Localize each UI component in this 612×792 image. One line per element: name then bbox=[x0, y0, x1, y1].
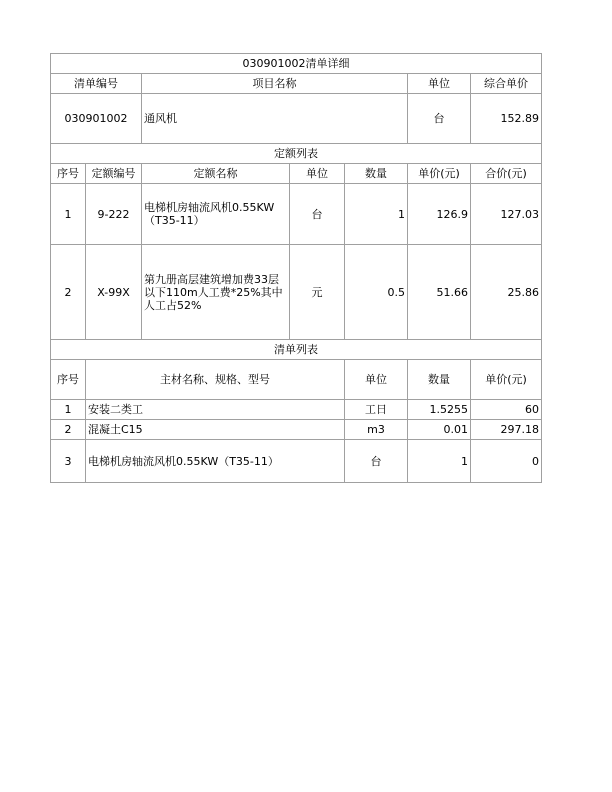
quota-total: 25.86 bbox=[471, 245, 542, 340]
quota-unit-price: 51.66 bbox=[408, 245, 471, 340]
quota-code-header: 定额编号 bbox=[86, 164, 142, 184]
material-unit: m3 bbox=[345, 420, 408, 440]
quota-name: 电梯机房轴流风机0.55KW（T35-11） bbox=[142, 184, 290, 245]
bill-unit: 台 bbox=[408, 94, 471, 144]
material-unit-price: 0 bbox=[471, 440, 542, 483]
material-section-title: 清单列表 bbox=[51, 340, 542, 360]
bill-header-row bbox=[51, 74, 542, 94]
quota-seq-header: 序号 bbox=[51, 164, 86, 184]
material-qty-header: 数量 bbox=[408, 360, 471, 400]
material-unit-price: 297.18 bbox=[471, 420, 542, 440]
quota-seq: 2 bbox=[51, 245, 86, 340]
material-seq: 2 bbox=[51, 420, 86, 440]
quota-code: 9-222 bbox=[86, 184, 142, 245]
quota-seq: 1 bbox=[51, 184, 86, 245]
material-seq-header: 序号 bbox=[51, 360, 86, 400]
material-name-header: 主材名称、规格、型号 bbox=[86, 360, 345, 400]
quota-unit: 台 bbox=[290, 184, 345, 245]
material-section-row bbox=[51, 340, 542, 360]
bill-unit-header: 单位 bbox=[408, 74, 471, 94]
quota-qty-header: 数量 bbox=[345, 164, 408, 184]
table-row bbox=[51, 420, 542, 440]
table-row bbox=[51, 440, 542, 483]
bill-row bbox=[51, 94, 542, 144]
bill-detail-table bbox=[50, 53, 542, 483]
material-name: 电梯机房轴流风机0.55KW（T35-11） bbox=[86, 440, 345, 483]
quota-unit-header: 单位 bbox=[290, 164, 345, 184]
material-name: 混凝土C15 bbox=[86, 420, 345, 440]
table-row bbox=[51, 400, 542, 420]
bill-name: 通风机 bbox=[142, 94, 408, 144]
title-row bbox=[51, 54, 542, 74]
material-name: 安装二类工 bbox=[86, 400, 345, 420]
bill-name-header: 项目名称 bbox=[142, 74, 408, 94]
material-seq: 1 bbox=[51, 400, 86, 420]
quota-qty: 1 bbox=[345, 184, 408, 245]
sheet-title: 030901002清单详细 bbox=[51, 54, 542, 74]
quota-qty: 0.5 bbox=[345, 245, 408, 340]
material-unit-price: 60 bbox=[471, 400, 542, 420]
quota-total-header: 合价(元) bbox=[471, 164, 542, 184]
quota-name-header: 定额名称 bbox=[142, 164, 290, 184]
quota-unit-price: 126.9 bbox=[408, 184, 471, 245]
material-unit: 工日 bbox=[345, 400, 408, 420]
bill-code-header: 清单编号 bbox=[51, 74, 142, 94]
material-unit-header: 单位 bbox=[345, 360, 408, 400]
bill-price-header: 综合单价 bbox=[471, 74, 542, 94]
material-qty: 1.5255 bbox=[408, 400, 471, 420]
table-row bbox=[51, 245, 542, 340]
bill-price: 152.89 bbox=[471, 94, 542, 144]
material-qty: 0.01 bbox=[408, 420, 471, 440]
material-seq: 3 bbox=[51, 440, 86, 483]
bill-code: 030901002 bbox=[51, 94, 142, 144]
material-qty: 1 bbox=[408, 440, 471, 483]
quota-section-row bbox=[51, 144, 542, 164]
table-row bbox=[51, 184, 542, 245]
quota-unit: 元 bbox=[290, 245, 345, 340]
material-unit-price-header: 单价(元) bbox=[471, 360, 542, 400]
quota-total: 127.03 bbox=[471, 184, 542, 245]
quota-section-title: 定额列表 bbox=[51, 144, 542, 164]
quota-header-row bbox=[51, 164, 542, 184]
material-header-row bbox=[51, 360, 542, 400]
quota-code: X-99X bbox=[86, 245, 142, 340]
quota-unit-price-header: 单价(元) bbox=[408, 164, 471, 184]
quota-name: 第九册高层建筑增加费33层以下110m人工费*25%其中人工占52% bbox=[142, 245, 290, 340]
material-unit: 台 bbox=[345, 440, 408, 483]
